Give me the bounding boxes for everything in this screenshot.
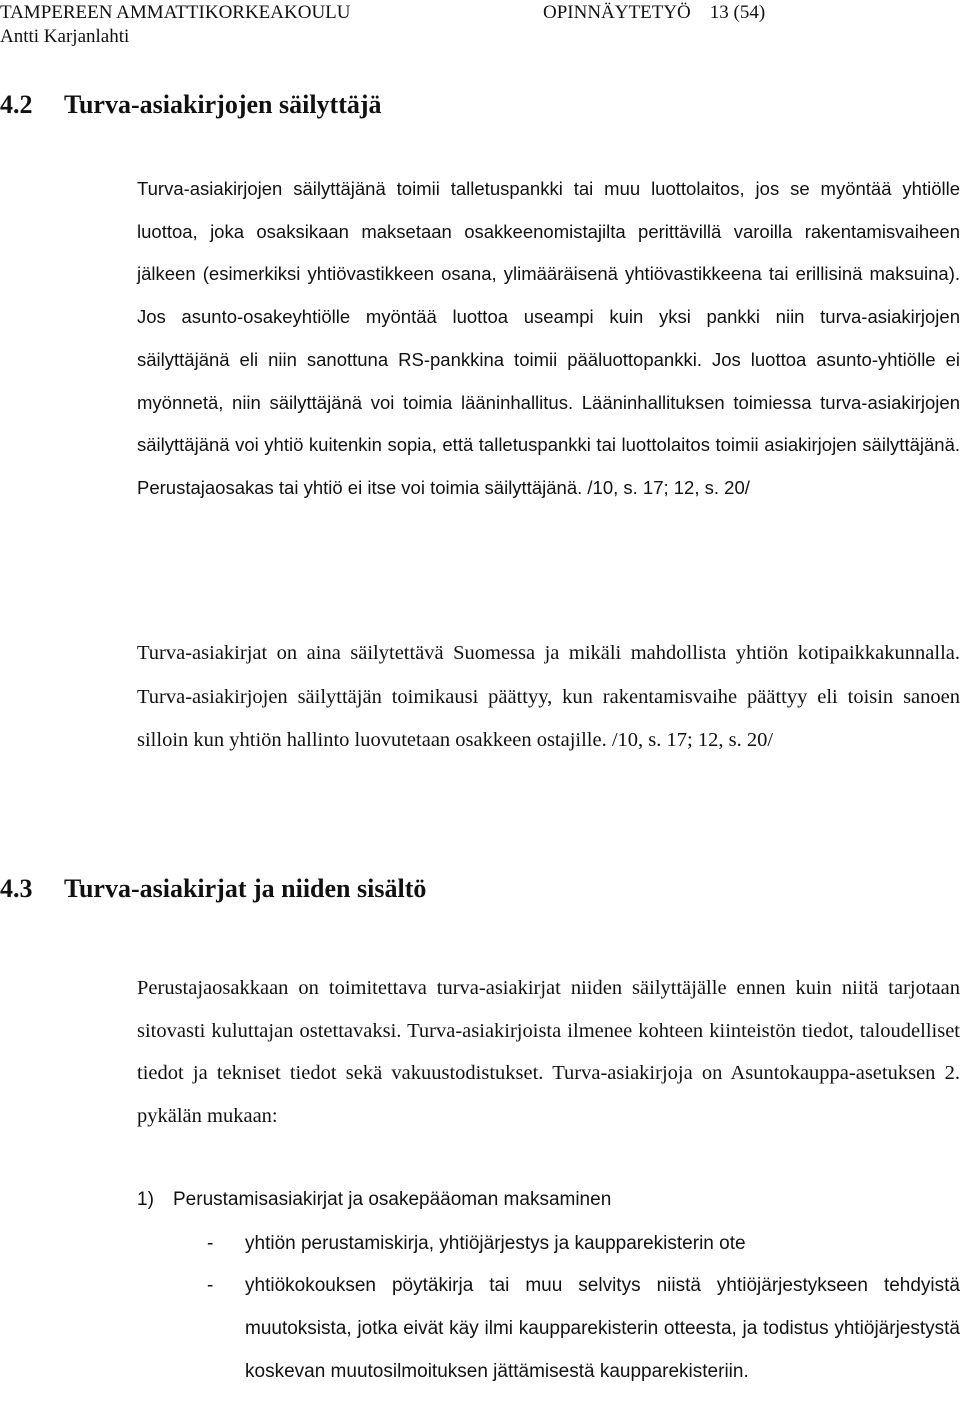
header-doc-type: OPINNÄYTETYÖ bbox=[543, 2, 691, 23]
section-heading-4-3 bbox=[0, 874, 426, 904]
header-author: Antti Karjanlahti bbox=[0, 26, 130, 47]
sub-list-text: yhtiön perustamiskirja, yhtiöjärjestys ja kaupparekisterin ote bbox=[245, 1233, 746, 1254]
paragraph: Turva-asiakirjojen säilyttäjänä toimii talletuspankki tai muu luottolaitos, jos se myöntää yhtiölle luottoa, joka osaksikaan maksetaan osakkeenomistajilta perittävillä varoilla rakentamisvaiheen jälkeen (esimerkiksi yhtiövastikkeen osana, ylimääräisenä yhtiövastikkeena tai erillisinä maksuina). Jos asunto-osakeyhtiölle myöntää luottoa useampi kuin yksi pankki niin turva-asiakirjojen säilyttäjänä eli niin sanottuna RS-pankkina toimii pääluottopankki. Jos luottoa asunto-yhtiölle ei myönnetä, niin säilyttäjänä voi toimia lääninhallitus. Lääninhallituksen toimiessa turva-asiakirjojen säilyttäjänä voi yhtiö kuitenkin sopia, että talletuspankki tai luottolaitos toimii asiakirjojen säilyttäjänä. Perustajaosakas tai yhtiö ei itse voi toimia säilyttäjänä. /10, s. 17; 12, s. 20/ bbox=[137, 178, 960, 498]
list-number: 1) bbox=[137, 1189, 154, 1210]
section-number: 4.2 bbox=[0, 90, 33, 119]
header-page-number: 13 (54) bbox=[709, 2, 766, 23]
header-institution: TAMPEREEN AMMATTIKORKEAKOULU bbox=[0, 2, 351, 23]
header-doc-info bbox=[543, 2, 765, 24]
sub-list-text: yhtiökokouksen pöytäkirja tai muu selvitys niistä yhtiöjärjestykseen tehdyistä muutoksista, jotka eivät käy ilmi kaupparekisterin otteesta, ja todistus yhtiöjärjestystä koskevan muutosilmoituksen jättämisestä kaupparekisteriin. bbox=[245, 1275, 960, 1382]
sub-list-item bbox=[207, 1222, 960, 1265]
paragraph: Perustajaosakkaan on toimitettava turva-asiakirjat niiden säilyttäjälle ennen kuin niitä tarjotaan sitovasti kuluttajan ostettavaksi. Turva-asiakirjoista ilmenee kohteen kiinteistön tiedot, taloudelliset tiedot ja tekniset tiedot sekä vakuustodistukset. Turva-asiakirjoja on Asuntokauppa-asetuksen 2. pykälän mukaan: bbox=[137, 977, 960, 1128]
paragraph: Turva-asiakirjat on aina säilytettävä Suomessa ja mikäli mahdollista yhtiön kotipaikkakunnalla. Turva-asiakirjojen säilyttäjän toimikausi päättyy, kun rakentamisvaihe päättyy eli toisin sanoen silloin kun yhtiön hallinto luovutetaan osakkeen ostajille. /10, s. 17; 12, s. 20/ bbox=[137, 642, 960, 751]
sub-list-item bbox=[207, 1264, 960, 1393]
list-title: Perustamisasiakirjat ja osakepääoman maksaminen bbox=[173, 1189, 612, 1210]
dash-bullet: - bbox=[207, 1275, 214, 1296]
section-heading-4-2 bbox=[0, 90, 382, 120]
section-title: Turva-asiakirjat ja niiden sisältö bbox=[64, 874, 427, 903]
list-item bbox=[137, 1186, 960, 1214]
section-number: 4.3 bbox=[0, 874, 33, 903]
dash-bullet: - bbox=[207, 1233, 214, 1254]
section-title: Turva-asiakirjojen säilyttäjä bbox=[64, 90, 382, 119]
